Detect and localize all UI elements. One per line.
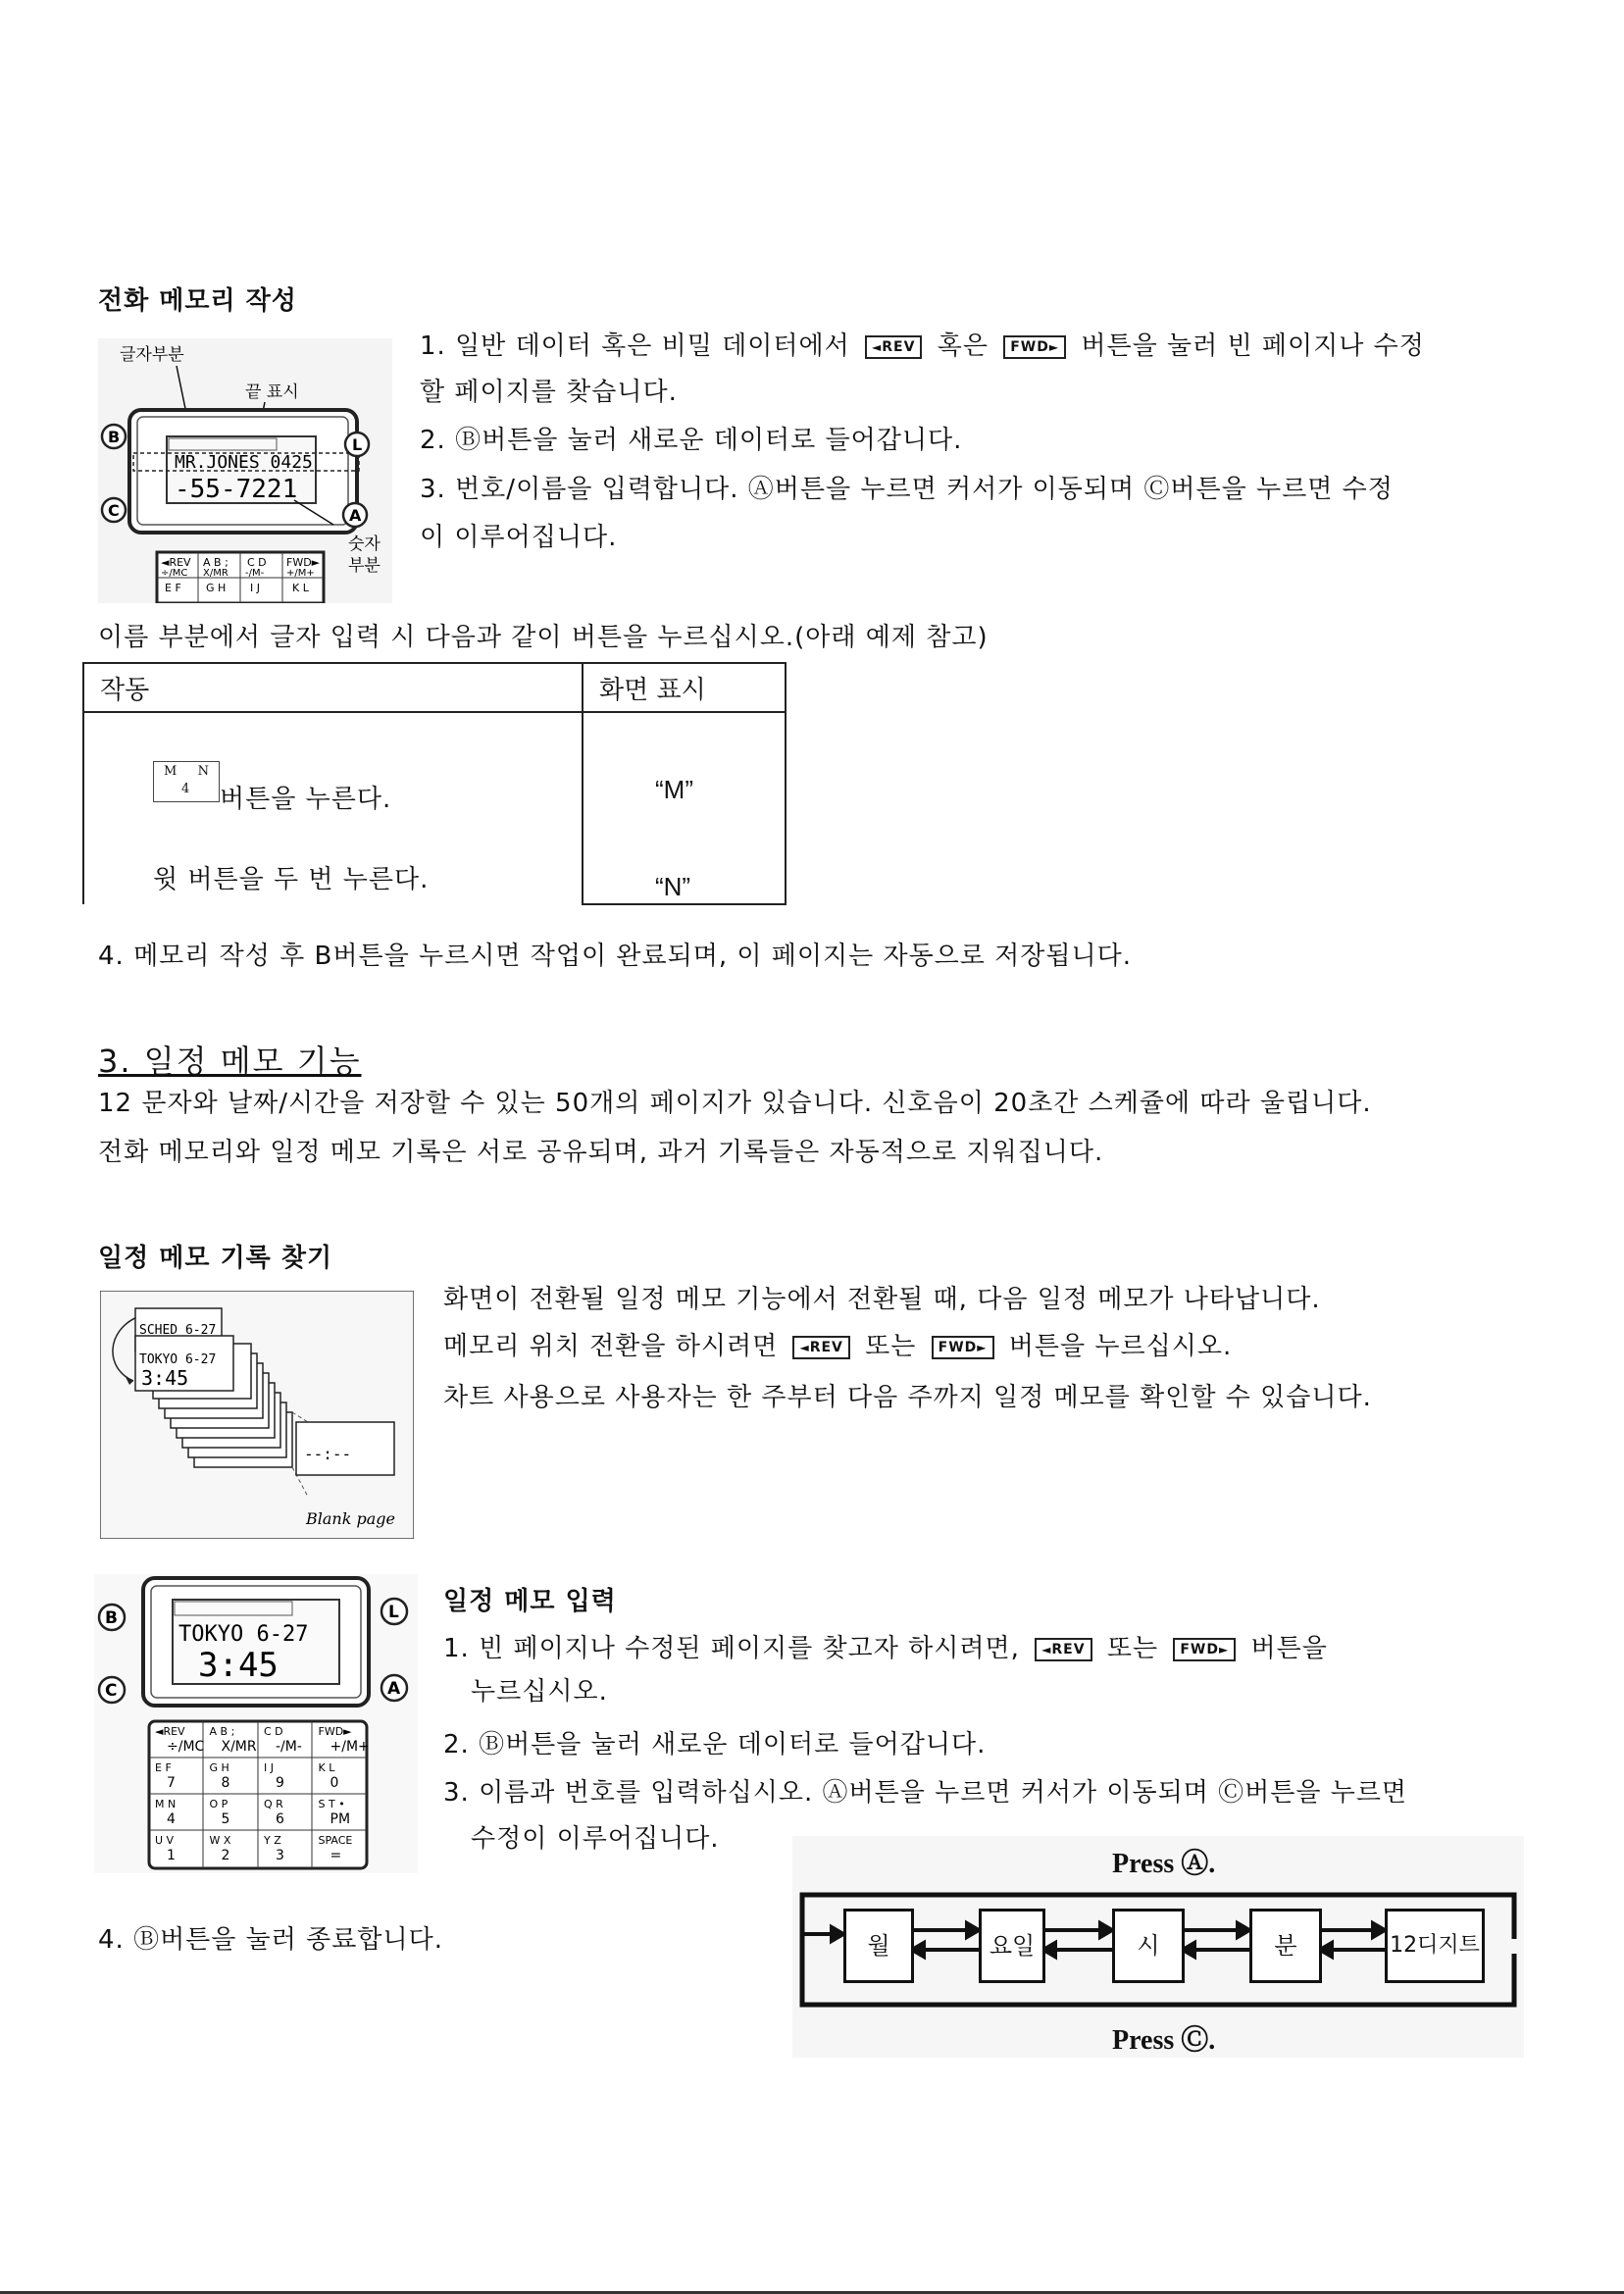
svg-text:--:--: --:-- <box>304 1445 352 1463</box>
keypad-key-value: 4 <box>167 1811 176 1827</box>
svg-text:L: L <box>352 435 363 454</box>
cursor-flow-diagram <box>792 1836 1524 2058</box>
input-step-3-line-2: 수정이 이루어집니다. <box>471 1824 720 1854</box>
phone-step-1-line-2: 할 페이지를 찾습니다. <box>420 378 678 407</box>
keypad-key-value: 0 <box>330 1775 339 1791</box>
table-cell-actions <box>83 712 583 904</box>
pages-diagram-svg <box>100 1291 414 1539</box>
svg-text:B: B <box>105 1608 118 1628</box>
svg-text:FWD►: FWD► <box>286 556 321 569</box>
table-header-action: 작동 <box>83 663 583 712</box>
keypad-key-label: ◄REV <box>155 1725 185 1738</box>
fwd-button-icon: FWD► <box>1173 1638 1236 1661</box>
svg-text:MR.JONES 0425: MR.JONES 0425 <box>175 452 313 473</box>
press-a-label: Press Ⓐ. <box>1112 1849 1216 1879</box>
svg-text:◄REV: ◄REV <box>161 556 191 569</box>
keypad-key-label: FWD► <box>318 1725 352 1738</box>
svg-text:A B ;: A B ; <box>203 556 228 569</box>
input-step-2: 2. Ⓑ버튼을 눌러 새로운 데이터로 들어갑니다. <box>443 1730 987 1759</box>
table-row-2-display: “N” <box>655 872 691 901</box>
svg-text:C D: C D <box>247 556 267 569</box>
svg-text:TOKYO 6-27: TOKYO 6-27 <box>178 1622 309 1647</box>
flow-step-month: 월 <box>843 1909 914 1983</box>
rev-button-icon: ◄REV <box>865 335 922 359</box>
svg-text:G H: G H <box>206 582 227 594</box>
keypad-key-label: E F <box>155 1761 172 1774</box>
keypad-key-label: S T • <box>318 1798 345 1810</box>
keypad-key-value: -/M- <box>276 1739 302 1755</box>
input-heading: 일정 메모 입력 <box>443 1587 617 1616</box>
flow-step-hour: 시 <box>1112 1909 1185 1983</box>
input-step-1-line-1: 1. 빈 페이지나 수정된 페이지를 찾고자 하시려면, ◄REV 또는 FWD► 버튼을 <box>443 1634 1328 1663</box>
rev-button-icon: ◄REV <box>792 1336 849 1359</box>
watch-diagram-svg <box>98 338 392 603</box>
phone-step-3-line-1: 3. 번호/이름을 입력합니다. Ⓐ버튼을 누르면 커서가 이동되며 Ⓒ버튼을 누르면 수정 <box>420 475 1394 504</box>
watch-diagram-2-svg <box>94 1574 418 1873</box>
keypad-key-value: PM <box>330 1811 351 1827</box>
keypad-key-label: A B ; <box>209 1725 235 1738</box>
keypad-key-value: 8 <box>221 1775 230 1791</box>
section-heading-phone-memory: 전화 메모리 작성 <box>98 286 297 316</box>
keypad-key-value: 1 <box>167 1848 176 1863</box>
press-c-label: Press Ⓒ. <box>1112 2025 1216 2056</box>
svg-text:K L: K L <box>292 582 309 594</box>
svg-text:A: A <box>387 1679 401 1699</box>
keypad-key-label: I J <box>264 1761 274 1774</box>
flow-step-weekday: 요일 <box>979 1909 1045 1983</box>
keypad-key-value: 5 <box>221 1811 230 1827</box>
svg-text:C: C <box>108 501 120 520</box>
svg-text:I J: I J <box>250 582 260 594</box>
flow-step-minute: 분 <box>1249 1909 1322 1983</box>
schedule-pages-diagram <box>100 1291 414 1539</box>
find-line-1: 화면이 전환될 일정 메모 기능에서 전환될 때, 다음 일정 메모가 나타납니다. <box>443 1285 1321 1314</box>
svg-text:A: A <box>349 506 362 525</box>
svg-text:3:45: 3:45 <box>198 1646 279 1685</box>
svg-text:끝 표시: 끝 표시 <box>245 382 299 402</box>
phone-step-2: 2. Ⓑ버튼을 눌러 새로운 데이터로 들어갑니다. <box>420 426 963 455</box>
svg-text:TOKYO 6-27: TOKYO 6-27 <box>139 1352 217 1367</box>
svg-text:-/M-: -/M- <box>245 568 265 579</box>
operation-table <box>82 662 787 905</box>
key-mn-4-icon: M N 4 <box>153 761 220 802</box>
keypad-key-label: Q R <box>264 1798 283 1810</box>
keypad-key-label: W X <box>209 1834 231 1847</box>
keypad-key-value: X/MR <box>221 1739 257 1755</box>
keypad-key-label: U V <box>155 1834 175 1847</box>
keypad-key-value: 2 <box>221 1848 230 1863</box>
phone-step-1-text-a: 1. 일반 데이터 혹은 비밀 데이터에서 <box>420 331 850 361</box>
keypad-key-value: = <box>330 1848 342 1863</box>
table-row-2-action: 윗 버튼을 두 번 누른다. <box>153 865 430 894</box>
svg-text:글자부분: 글자부분 <box>120 345 184 365</box>
keypad-key-label: K L <box>318 1761 335 1774</box>
keypad-key-value: 6 <box>276 1811 284 1827</box>
keypad-key-label: G H <box>209 1761 229 1774</box>
svg-text:+/M+: +/M+ <box>286 568 315 579</box>
keypad-key-label: O P <box>209 1798 228 1810</box>
find-line-2: 메모리 위치 전환을 하시려면 ◄REV 또는 FWD► 버튼을 누르십시오. <box>443 1332 1233 1361</box>
schedule-desc-2: 전화 메모리와 일정 메모 기록은 서로 공유되며, 과거 기록들은 자동적으로 지워집니다. <box>98 1138 1104 1167</box>
svg-text:SCHED 6-27: SCHED 6-27 <box>139 1323 217 1338</box>
table-header-display: 화면 표시 <box>583 663 786 712</box>
keypad-key-label: C D <box>264 1725 283 1738</box>
keypad-key-label: M N <box>155 1798 177 1810</box>
svg-text:L: L <box>388 1603 399 1622</box>
watch-diagram-phone <box>98 338 392 603</box>
keypad-key-value: +/M+ <box>330 1739 370 1755</box>
keypad-key-value: ÷/MC <box>167 1739 205 1755</box>
keypad-key-label: SPACE <box>318 1834 353 1847</box>
fwd-button-icon: FWD► <box>1003 335 1066 359</box>
input-step-4: 4. Ⓑ버튼을 눌러 종료합니다. <box>98 1925 444 1955</box>
svg-text:숫자: 숫자 <box>348 535 381 554</box>
table-row-1-action: M N 4 버튼을 누른다. <box>153 761 581 802</box>
svg-text:B: B <box>108 428 121 446</box>
phone-step-4: 4. 메모리 작성 후 B버튼을 누르시면 작업이 완료되며, 이 페이지는 자동으로 저장됩니다. <box>98 942 1133 971</box>
svg-text:부분: 부분 <box>348 556 381 576</box>
keypad-key-value: 7 <box>167 1775 176 1791</box>
schedule-section-title: 3. 일정 메모 기능 <box>98 1043 362 1080</box>
keypad-key-label: Y Z <box>264 1834 281 1847</box>
svg-text:Blank page: Blank page <box>306 1509 395 1528</box>
table-cell-displays <box>583 712 786 904</box>
keypad-key-value: 3 <box>276 1848 284 1863</box>
find-heading: 일정 메모 기록 찾기 <box>98 1244 333 1273</box>
input-step-3-line-1: 3. 이름과 번호를 입력하십시오. Ⓐ버튼을 누르면 커서가 이동되며 Ⓒ버튼을 누르면 <box>443 1778 1408 1808</box>
rev-button-icon: ◄REV <box>1035 1638 1091 1661</box>
svg-text:E F: E F <box>165 582 181 594</box>
phone-step-3-line-2: 이 이루어집니다. <box>420 523 618 552</box>
schedule-desc-1: 12 문자와 날짜/시간을 저장할 수 있는 50개의 페이지가 있습니다. 신호음이 20초간 스케쥴에 따라 울립니다. <box>98 1089 1372 1118</box>
svg-text:3:45: 3:45 <box>141 1366 189 1390</box>
phone-step-1-line-1 <box>420 333 1425 359</box>
svg-text:X/MR: X/MR <box>203 568 228 579</box>
fwd-button-icon: FWD► <box>932 1336 994 1359</box>
phone-step-1-or: 혹은 <box>937 331 989 361</box>
flow-step-12digit: 12디지트 <box>1385 1909 1485 1983</box>
input-step-1-line-2: 누르십시오. <box>471 1677 608 1707</box>
table-row-1-display: “M” <box>655 775 693 804</box>
svg-text:÷/MC: ÷/MC <box>161 568 188 579</box>
watch-diagram-schedule <box>94 1574 418 1873</box>
phone-step-1-text-b: 버튼을 눌러 빈 페이지나 수정 <box>1081 331 1425 361</box>
svg-text:-55-7221: -55-7221 <box>175 475 298 504</box>
keypad-key-value: 9 <box>276 1775 284 1791</box>
svg-text:C: C <box>105 1681 118 1701</box>
name-input-note: 이름 부분에서 글자 입력 시 다음과 같이 버튼을 누르십시오.(아래 예제 참고) <box>98 623 989 652</box>
find-line-3: 차트 사용으로 사용자는 한 주부터 다음 주까지 일정 메모를 확인할 수 있습니다. <box>443 1383 1372 1412</box>
